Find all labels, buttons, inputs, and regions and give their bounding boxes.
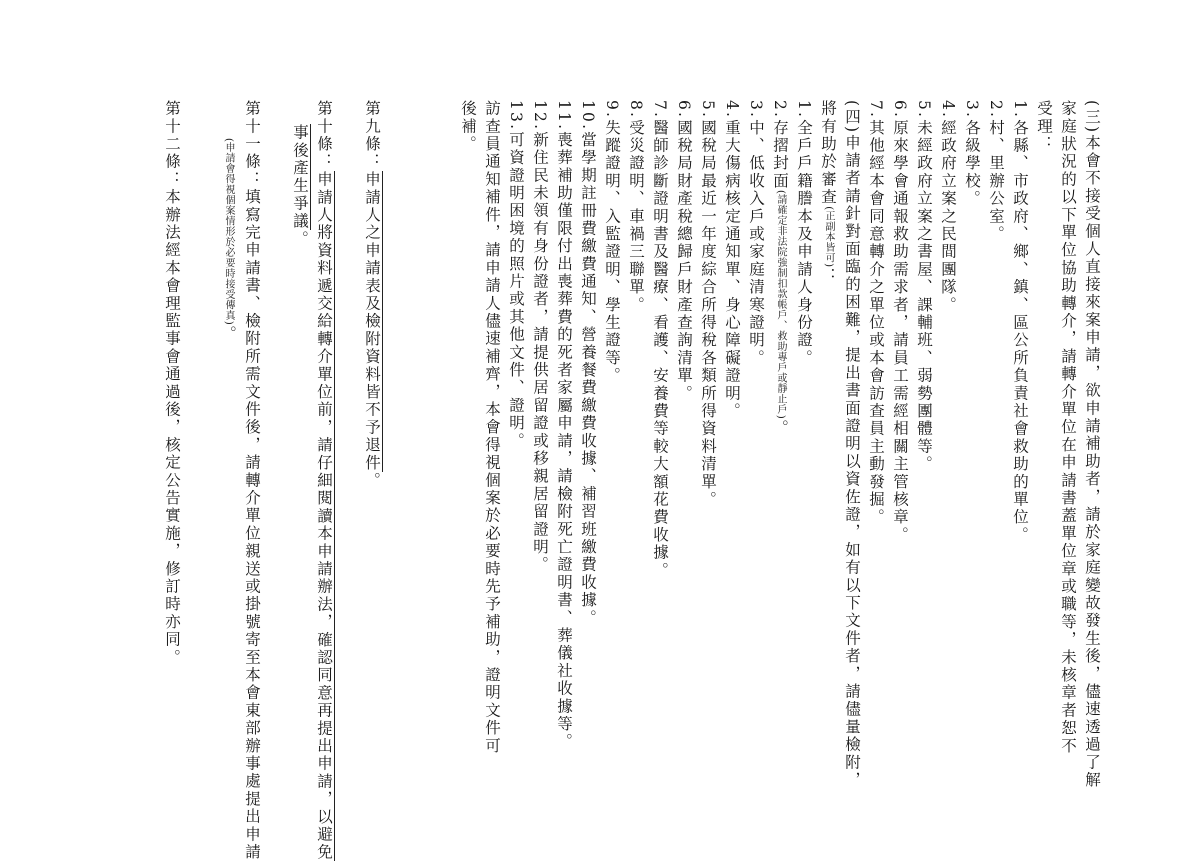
article-heading: 第十二條： bbox=[163, 100, 181, 189]
line-text: 家庭狀況的以下單位協助轉介，請轉介單位在申請書蓋單位章或職等，未核章者恕不 bbox=[1059, 100, 1077, 755]
text-line bbox=[648, 100, 672, 579]
text-line bbox=[936, 100, 960, 314]
line-text: 10.當學期註冊費繳費通知、營養餐費繳費收據、補習班繳費收據。 bbox=[579, 100, 597, 627]
text-line bbox=[816, 100, 840, 285]
text-line bbox=[504, 100, 528, 450]
line-end-punct: ： bbox=[819, 268, 837, 286]
text-line bbox=[864, 100, 888, 526]
text-line bbox=[312, 100, 336, 861]
text-line bbox=[768, 100, 792, 437]
text-line bbox=[1080, 100, 1104, 789]
text-line bbox=[840, 100, 864, 789]
line-text: 4.經政府立案之民間團隊。 bbox=[939, 100, 957, 314]
text-line bbox=[624, 100, 648, 314]
text-line bbox=[984, 100, 1008, 243]
line-text: 1.全戶戶籍謄本及申請人身份證。 bbox=[795, 100, 813, 367]
line-text: 將有助於審查 bbox=[819, 100, 837, 206]
text-line bbox=[1056, 100, 1080, 755]
text-line bbox=[160, 100, 184, 666]
line-text: (四)申請者請針對面臨的困難，提出書面證明以資佐證，如有以下文件者，請儘量檢附， bbox=[843, 100, 861, 789]
line-text: 申請人之申請表及檢附資料皆不予退件 bbox=[363, 171, 383, 472]
line-text: 後補。 bbox=[459, 100, 477, 153]
line-end-punct: 。 bbox=[363, 472, 381, 490]
line-end-punct: 。 bbox=[291, 230, 309, 248]
text-line bbox=[240, 100, 264, 861]
line-end-punct: 。 bbox=[219, 325, 237, 343]
line-text: 7.其他經本會同意轉介之單位或本會訪查員主動發掘。 bbox=[867, 100, 885, 526]
line-text: 申請人將資料遞交給轉介單位前，請仔細閱讀本申請辦法，確認同意再提出申請，以避免 bbox=[315, 171, 335, 861]
line-note: (申請會得視個案情形於必要時接受傳真) bbox=[223, 138, 234, 325]
line-text: 受理： bbox=[1035, 100, 1053, 153]
line-text: 事後產生爭議 bbox=[291, 124, 311, 230]
text-line bbox=[528, 100, 552, 574]
line-text: 7.醫師診斷證明書及醫療、看護、安養費等較大額花費收據。 bbox=[651, 100, 669, 579]
line-text: 2.存摺封面 bbox=[771, 100, 789, 190]
line-text: 5.未經政府立案之書屋、課輔班、弱勢團體等。 bbox=[915, 100, 933, 473]
line-text: 6.原來學會通報救助需求者，請員工需經相關主管核章。 bbox=[891, 100, 909, 544]
text-line bbox=[480, 100, 504, 755]
text-line bbox=[552, 100, 576, 751]
text-line bbox=[456, 100, 480, 153]
line-text: 5.國稅局最近一年度綜合所得稅各類所得資料清單。 bbox=[699, 100, 717, 509]
text-line bbox=[912, 100, 936, 473]
text-line bbox=[792, 100, 816, 367]
text-line bbox=[360, 100, 384, 489]
line-text: 1.各縣、市政府、鄉、鎮、區公所負責社會救助的單位。 bbox=[1011, 100, 1029, 544]
article-heading: 第九條： bbox=[363, 100, 381, 171]
line-text: 本辦法經本會理監事會通過後，核定公告實施，修訂時亦同。 bbox=[163, 189, 181, 667]
text-line bbox=[1032, 100, 1056, 153]
line-text: 3.各級學校。 bbox=[963, 100, 981, 208]
line-end-punct: 。 bbox=[771, 419, 789, 437]
text-line bbox=[288, 124, 312, 248]
line-text: (三)本會不接受個人直接來案申請，欲申請補助者，請於家庭變故發生後，儘速透過了解 bbox=[1083, 100, 1101, 789]
line-text: 8.受災證明、車禍三聯單。 bbox=[627, 100, 645, 314]
article-heading: 第十一條： bbox=[243, 100, 261, 189]
article-heading: 第十條： bbox=[315, 100, 333, 171]
text-line bbox=[216, 138, 240, 343]
line-text: 9.失蹤證明、入監證明、學生證等。 bbox=[603, 100, 621, 385]
text-line bbox=[744, 100, 768, 367]
text-line bbox=[672, 100, 696, 402]
text-line bbox=[960, 100, 984, 208]
text-line bbox=[888, 100, 912, 544]
line-text: 6.國稅局財產稅總歸戶財產查詢清單。 bbox=[675, 100, 693, 402]
line-text: 12.新住民未領有身份證者，請提供居留證或移親居留證明。 bbox=[531, 100, 549, 574]
line-text: 訪查員通知補件，請申請人儘速補齊，本會得視個案於必要時先予補助，證明文件可 bbox=[483, 100, 501, 755]
line-note: (請確定非法院強制扣款帳戶、救助專戶或靜止戶) bbox=[775, 190, 786, 419]
line-text: 2.村、里辦公室。 bbox=[987, 100, 1005, 243]
text-line bbox=[576, 100, 600, 627]
line-text: 4.重大傷病核定通知單、身心障礙證明。 bbox=[723, 100, 741, 420]
line-text: 3.中、低收入戶或家庭清寒證明。 bbox=[747, 100, 765, 367]
line-text: 13.可資證明困境的照片或其他文件、證明。 bbox=[507, 100, 525, 450]
line-text: 11.喪葬補助僅限付出喪葬費的死者家屬申請，請檢附死亡證明書、葬儀社收據等。 bbox=[555, 100, 573, 751]
line-note: (正副本皆可) bbox=[823, 206, 834, 267]
text-line bbox=[1008, 100, 1032, 544]
line-text: 填寫完申請書、檢附所需文件後，請轉介單位親送或掛號寄至本會東部辦事處提出申請 bbox=[243, 189, 261, 861]
text-line bbox=[696, 100, 720, 509]
text-line bbox=[600, 100, 624, 385]
text-line bbox=[720, 100, 744, 420]
